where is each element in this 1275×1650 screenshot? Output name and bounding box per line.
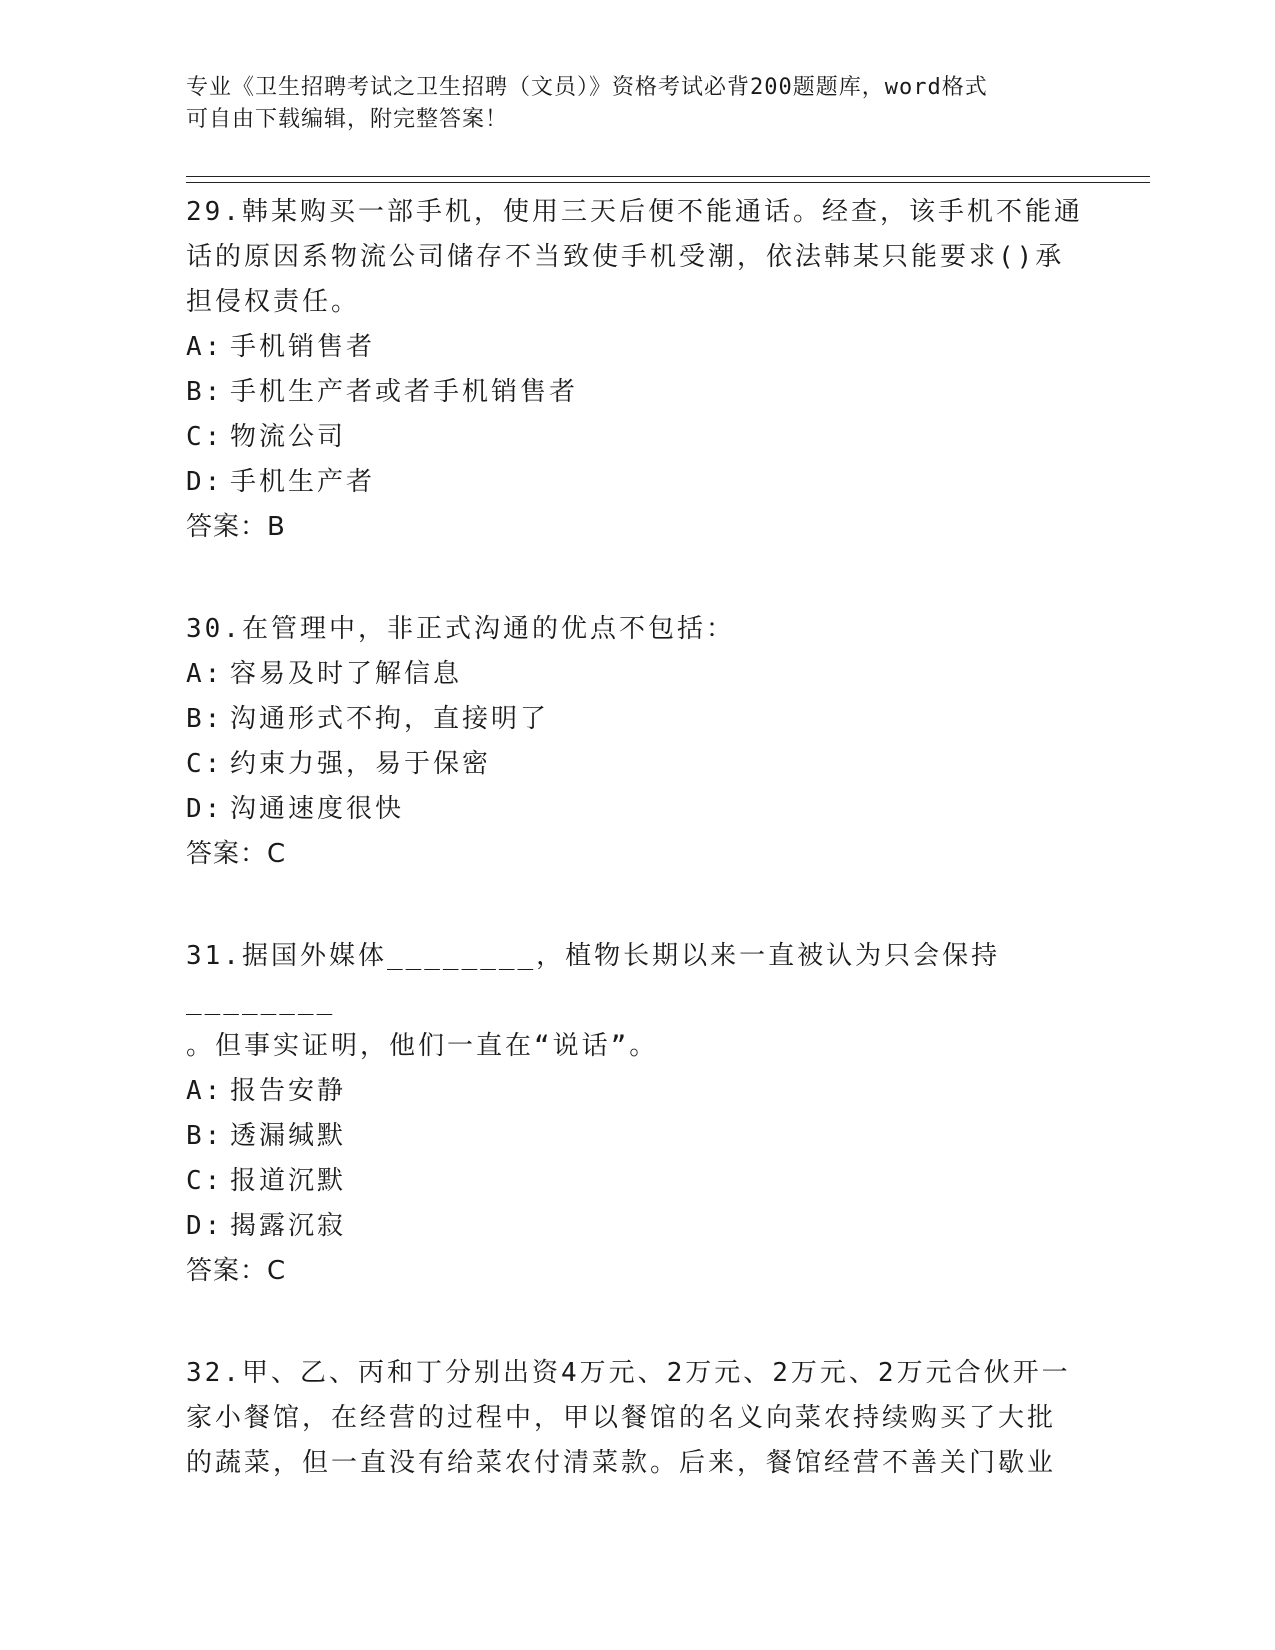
- option-b: [186, 370, 1086, 415]
- question-stem-line: 家小餐馆，在经营的过程中，甲以餐馆的名义向菜农持续购买了大批: [186, 1403, 1057, 1433]
- option-text: 物流公司: [230, 422, 347, 452]
- option-text: 报告安静: [230, 1076, 347, 1106]
- option-letter: D:: [186, 794, 224, 824]
- option-letter: D:: [186, 467, 224, 497]
- option-letter: B:: [186, 1121, 224, 1151]
- option-letter: C:: [186, 1166, 224, 1196]
- question-stem-line: 担侵权责任。: [186, 287, 361, 317]
- answer-line: 答案：C: [186, 1256, 287, 1286]
- option-text: 透漏缄默: [230, 1121, 347, 1151]
- option-a: [186, 1069, 1086, 1114]
- option-d: [186, 1204, 1086, 1249]
- option-text: 手机销售者: [230, 332, 376, 362]
- header-line-1: 专业《卫生招聘考试之卫生招聘（文员）》资格考试必背200题题库，word格式: [186, 75, 988, 100]
- answer-line: 答案：C: [186, 839, 287, 869]
- header-line-2: 可自由下载编辑，附完整答案！: [186, 107, 509, 132]
- option-text: 沟通形式不拘，直接明了: [230, 704, 550, 734]
- document-header: [186, 72, 1066, 136]
- question-stem-line: 29.韩某购买一部手机，使用三天后便不能通话。经查，该手机不能通: [186, 197, 1083, 227]
- question-stem-line: 。但事实证明，他们一直在“说话”。: [186, 1031, 659, 1061]
- option-text: 容易及时了解信息: [230, 659, 463, 689]
- option-letter: B:: [186, 377, 224, 407]
- question-stem-line: 31.据国外媒体________，植物长期以来一直被认为只会保持________: [186, 941, 1001, 1016]
- option-text: 报道沉默: [230, 1166, 347, 1196]
- header-divider-top: [186, 176, 1150, 177]
- header-divider-bottom: [186, 182, 1150, 183]
- question-stem-line: 30.在管理中，非正式沟通的优点不包括：: [186, 614, 735, 644]
- option-text: 手机生产者: [230, 467, 376, 497]
- option-text: 约束力强，易于保密: [230, 749, 492, 779]
- option-text: 手机生产者或者手机销售者: [230, 377, 579, 407]
- question-stem-line: 的蔬菜，但一直没有给菜农付清菜款。后来，餐馆经营不善关门歇业: [186, 1448, 1057, 1478]
- question-29: [186, 190, 1086, 550]
- option-text: 揭露沉寂: [230, 1211, 347, 1241]
- option-text: 沟通速度很快: [230, 794, 405, 824]
- option-a: [186, 652, 1086, 697]
- option-c: [186, 742, 1086, 787]
- question-30: [186, 607, 1086, 877]
- answer-line: 答案：B: [186, 512, 286, 542]
- question-list: [186, 190, 1086, 1543]
- option-c: [186, 415, 1086, 460]
- option-b: [186, 1114, 1086, 1159]
- question-stem-line: 话的原因系物流公司储存不当致使手机受潮，依法韩某只能要求()承: [186, 242, 1065, 272]
- option-d: [186, 787, 1086, 832]
- option-letter: B:: [186, 704, 224, 734]
- option-letter: A:: [186, 332, 224, 362]
- question-31: [186, 934, 1086, 1294]
- option-b: [186, 697, 1086, 742]
- option-c: [186, 1159, 1086, 1204]
- option-d: [186, 460, 1086, 505]
- question-stem-line: 32.甲、乙、丙和丁分别出资4万元、2万元、2万元、2万元合伙开一: [186, 1358, 1071, 1388]
- option-letter: A:: [186, 1076, 224, 1106]
- option-letter: D:: [186, 1211, 224, 1241]
- option-letter: A:: [186, 659, 224, 689]
- option-a: [186, 325, 1086, 370]
- option-letter: C:: [186, 422, 224, 452]
- option-letter: C:: [186, 749, 224, 779]
- question-32: [186, 1351, 1086, 1486]
